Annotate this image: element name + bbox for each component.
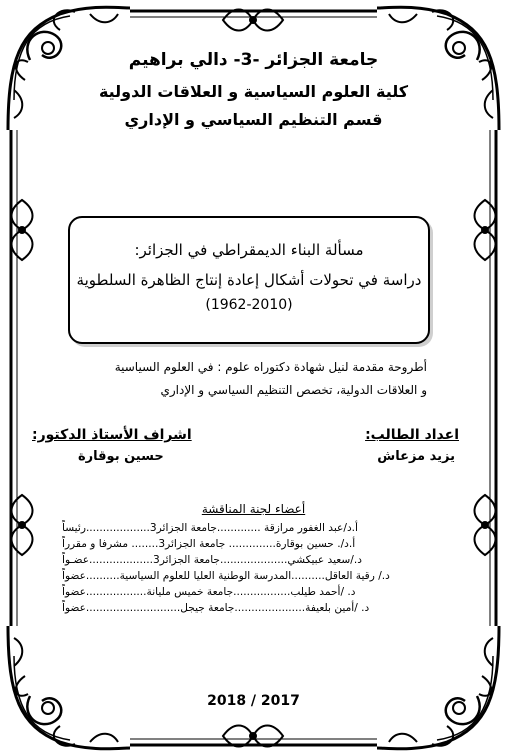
thesis-title-box [68,216,430,344]
supervisor-name: حسين بوقارة [78,449,164,464]
committee-members-list [62,520,447,616]
prepared-by-label: اعداد الطالب: [365,427,459,443]
faculty-name: كلية العلوم السياسية و العلاقات الدولية [98,82,409,101]
thesis-title-line2: دراسة في تحولات أشكال إعادة إنتاج الظاهرة السلطوية [76,271,422,289]
thesis-description-line1: أطروحة مقدمة لنيل شهادة دكتوراه علوم : في العلوم السياسية [114,360,427,374]
committee-title: أعضاء لجنة المناقشة [201,502,306,516]
thesis-title-years: (1962-2010) [205,297,293,313]
thesis-description-line2: و العلاقات الدولية، تخصص التنظيم السياسي و الإداري [160,383,427,397]
committee-member: د. /أحمد طيلب.................جامعة خميس مليانة..................عضواً [62,586,356,598]
committee-member: د./ رقية العاقل..........المدرسة الوطنية العليا للعلوم السياسية..........عضواً [62,570,390,582]
committee-member: أ.د/عبد الغفور مرازقة .............جامعة الجزائر3...................رئيساً [62,522,358,534]
thesis-title-line1: مسألة البناء الديمقراطي في الجزائر: [134,241,364,259]
academic-year: 2018 / 2017 [207,693,300,709]
department-name: قسم التنظيم السياسي و الإداري [124,110,383,129]
supervisor-label: اشراف الأستاذ الدكتور: [32,427,192,443]
student-name: يزيد مزعاش [377,449,455,464]
committee-member: أ.د/. حسين بوقارة.............. جامعة الجزائر3........ مشرفا و مقرراً [62,538,356,550]
committee-member: د. /أمين بلعيفة.....................جامعة جيجل............................عضواً [62,602,370,614]
university-name: جامعة الجزائر -3- دالي براهيم [128,50,379,70]
committee-member: د./سعيد عبيكشي....................جامعة الجزائر3...................عضـواً [62,554,362,566]
